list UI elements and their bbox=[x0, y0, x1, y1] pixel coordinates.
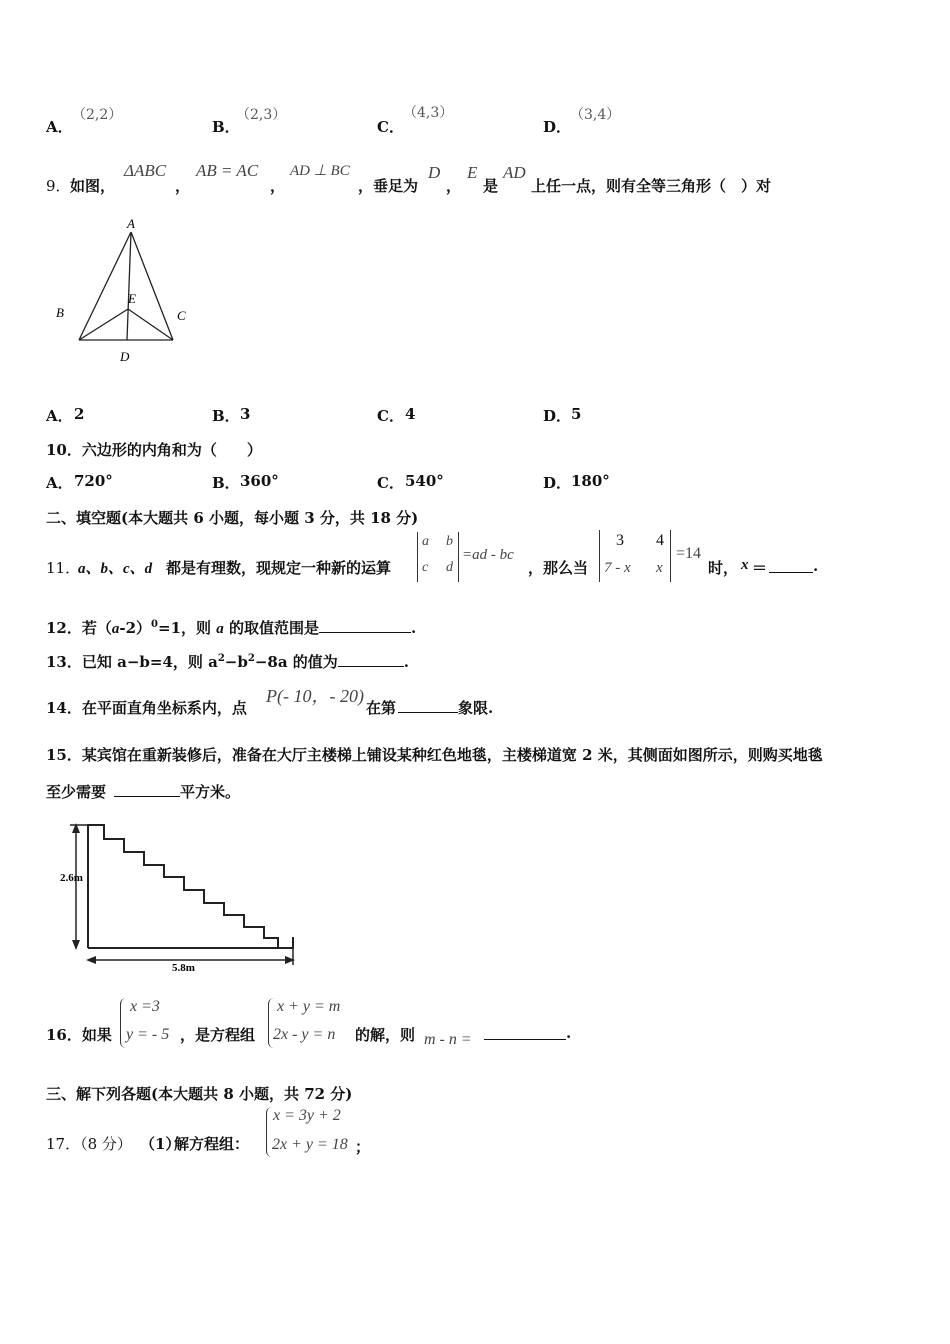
q11-text-2: ，那么当 bbox=[528, 559, 589, 577]
q14-text-3: 象限. bbox=[458, 699, 494, 717]
option-d-letter: D． bbox=[543, 118, 572, 136]
q12-end: . bbox=[410, 619, 417, 637]
q11-vars: a、b、c、d bbox=[78, 561, 153, 577]
option-b-value: （2,3） bbox=[236, 107, 287, 123]
q17-text-3: 解方程组： bbox=[174, 1135, 250, 1153]
q9-math-equal-sides: AB = AC bbox=[196, 161, 259, 180]
q13-exp-2: 2 bbox=[247, 653, 255, 664]
q11-x: x bbox=[741, 557, 749, 573]
q11-determinant-def bbox=[417, 532, 459, 582]
q9-math-e: E bbox=[467, 163, 478, 182]
q12-text-1: 12．若（ bbox=[46, 619, 112, 637]
q9-math-perpendicular: AD ⊥ BC bbox=[290, 163, 350, 179]
q9-option-c-value: 4 bbox=[405, 405, 416, 423]
q9-triangle-figure bbox=[50, 215, 200, 370]
q13-exp-1: 2 bbox=[217, 653, 225, 664]
q10-option-d-letter: D． bbox=[543, 474, 572, 492]
q9-math-d: D bbox=[428, 163, 441, 182]
q10-option-b-value: 360° bbox=[240, 472, 279, 490]
q9-text-end: 上任一点，则有全等三角形（ ）对 bbox=[531, 177, 772, 195]
q15-line-2a: 至少需要 bbox=[46, 783, 107, 801]
q10-option-c-letter: C． bbox=[377, 474, 404, 492]
height-arrow-bottom bbox=[72, 940, 80, 950]
q16-end: . bbox=[566, 1024, 572, 1042]
option-a-letter: A． bbox=[46, 118, 73, 136]
q9-text-foot: ，垂足为 bbox=[358, 177, 419, 195]
det2-a: 3 bbox=[616, 532, 624, 549]
q9-option-a-value: 2 bbox=[74, 405, 85, 423]
q12-var-a-2: a bbox=[216, 621, 224, 637]
label-e: E bbox=[128, 291, 136, 306]
q9-math-ad: AD bbox=[503, 163, 526, 182]
q17-text-2: （1） bbox=[140, 1135, 181, 1153]
q10-option-a-value: 720° bbox=[74, 472, 113, 490]
q12-text-3: =1，则 bbox=[158, 619, 217, 637]
q9-option-a-letter: A． bbox=[46, 407, 73, 425]
det1-c: c bbox=[422, 560, 429, 575]
q12-exponent: 0 bbox=[151, 619, 159, 630]
height-label: 2.6m bbox=[60, 872, 83, 884]
det1-a: a bbox=[422, 534, 429, 549]
q13-end: . bbox=[403, 653, 410, 671]
segment-ce bbox=[128, 309, 173, 340]
q16-sys1-eq2: y = - 5 bbox=[126, 1026, 170, 1043]
q9-text-1: 如图， bbox=[70, 177, 116, 195]
q15-answer-blank[interactable] bbox=[114, 782, 180, 797]
q17-sys-eq2: 2x + y = 18 bbox=[272, 1136, 348, 1153]
q15-line-1: 15．某宾馆在重新装修后，准备在大厅主楼梯上铺设某种红色地毯，主楼梯道宽 2 米，其侧面如图所示，则购买地毯 bbox=[46, 746, 823, 764]
label-c: C bbox=[177, 308, 186, 323]
option-c-value: （4,3） bbox=[403, 105, 454, 121]
q11-text-3: 时， bbox=[708, 559, 739, 577]
option-b-letter: B． bbox=[212, 118, 240, 136]
q15-line-2b: 平方米。 bbox=[180, 783, 241, 801]
q14-text-1: 14．在平面直角坐标系内，点 bbox=[46, 699, 247, 717]
q14-point: P(- 10，- 20) bbox=[266, 686, 364, 706]
q12-answer-blank[interactable] bbox=[319, 618, 411, 633]
q10-option-b-letter: B． bbox=[212, 474, 240, 492]
option-a-value: （2,2） bbox=[72, 107, 123, 123]
label-a: A bbox=[127, 216, 135, 231]
q9-option-c-letter: C． bbox=[377, 407, 404, 425]
q16-sys2-eq2: 2x - y = n bbox=[273, 1026, 336, 1043]
q9-option-d-letter: D． bbox=[543, 407, 572, 425]
q10-text: 10．六边形的内角和为（ ） bbox=[46, 441, 262, 459]
q16-text-3: 的解，则 bbox=[355, 1026, 416, 1044]
q9-comma-1: ， bbox=[175, 177, 191, 195]
q12-text-2: -2） bbox=[119, 619, 152, 637]
q9-math-triangle: ΔABC bbox=[124, 161, 167, 180]
label-d: D bbox=[120, 349, 130, 364]
q10-option-d-value: 180° bbox=[571, 472, 610, 490]
label-b: B bbox=[56, 305, 64, 320]
q9-number: 9． bbox=[46, 177, 71, 195]
option-d-value: （3,4） bbox=[570, 107, 621, 123]
det2-c: 7 - x bbox=[604, 560, 631, 576]
width-arrow-left bbox=[86, 956, 96, 964]
det1-d: d bbox=[446, 560, 453, 575]
section-2-heading: 二、填空题(本大题共 6 小题，每小题 3 分，共 18 分) bbox=[46, 509, 419, 527]
q17-end: ； bbox=[355, 1138, 371, 1156]
question-12 bbox=[46, 617, 416, 638]
q17-sys-eq1: x = 3y + 2 bbox=[273, 1107, 341, 1124]
q11-text-4: ＝ bbox=[752, 559, 768, 577]
q11-answer-blank[interactable] bbox=[769, 558, 813, 573]
q10-option-c-value: 540° bbox=[405, 472, 444, 490]
q16-text-1: 16．如果 bbox=[46, 1026, 112, 1044]
q14-answer-blank[interactable] bbox=[398, 698, 458, 713]
q16-expression: m - n = bbox=[424, 1031, 472, 1048]
q9-comma-2: ， bbox=[270, 177, 286, 195]
q16-text-2: ，是方程组 bbox=[180, 1026, 256, 1044]
det2-d: x bbox=[656, 560, 663, 576]
q10-option-a-letter: A． bbox=[46, 474, 73, 492]
q16-sys2-eq1: x + y = m bbox=[277, 998, 341, 1015]
det2-b: 4 bbox=[656, 532, 664, 549]
q9-option-b-value: 3 bbox=[240, 405, 251, 423]
q13-text-1: 13．已知 a−b=4，则 a bbox=[46, 653, 218, 671]
q9-option-d-value: 5 bbox=[571, 405, 582, 423]
q11-number: 11． bbox=[46, 559, 81, 577]
q13-text-2: −b bbox=[224, 653, 248, 671]
q16-answer-blank[interactable] bbox=[484, 1025, 566, 1040]
q16-sys1-eq1: x =3 bbox=[130, 998, 160, 1015]
q11-end: . bbox=[813, 557, 819, 575]
question-13 bbox=[46, 651, 409, 672]
q12-var-a: a bbox=[111, 621, 120, 637]
q13-text-3: −8a 的值为 bbox=[254, 653, 338, 671]
det1-b: b bbox=[446, 534, 453, 549]
option-c-letter: C． bbox=[377, 118, 404, 136]
side-ac bbox=[131, 232, 173, 340]
q9-comma-3: ， bbox=[446, 177, 462, 195]
q9-text-is: 是 bbox=[483, 177, 499, 195]
q15-staircase-figure bbox=[52, 815, 302, 975]
q11-determinant-value bbox=[599, 530, 671, 582]
q11-definition: =ad - bc bbox=[462, 547, 514, 563]
segment-ad bbox=[127, 232, 131, 340]
q14-text-2: 在第 bbox=[366, 699, 397, 717]
width-label: 5.8m bbox=[172, 962, 195, 974]
q17-text-1: 17．（8 分） bbox=[46, 1135, 132, 1153]
q11-text-1: 都是有理数，现规定一种新的运算 bbox=[166, 559, 392, 577]
q11-equals: =14 bbox=[676, 545, 702, 562]
q12-text-4: 的取值范围是 bbox=[223, 619, 319, 637]
q9-option-b-letter: B． bbox=[212, 407, 240, 425]
stair-outline bbox=[88, 825, 293, 948]
section-3-heading: 三、解下列各题(本大题共 8 小题，共 72 分) bbox=[46, 1085, 353, 1103]
q13-answer-blank[interactable] bbox=[338, 652, 404, 667]
